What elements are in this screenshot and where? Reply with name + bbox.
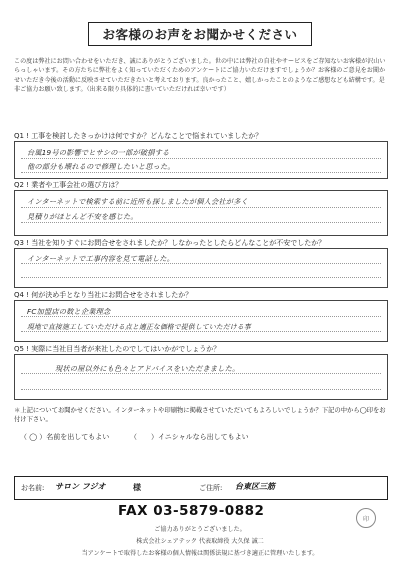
fax-number: FAX 03-5879-0882: [118, 503, 265, 519]
answer-1-line-1: 台風19号の影響でヒサシの一部が破損する: [27, 148, 170, 157]
answer-box-1: [14, 141, 388, 179]
answer-box-3: [14, 248, 388, 288]
option-initial-ok: （ ）イニシャルなら出してもよい: [130, 433, 249, 441]
answer-5-line-1: 現状の屋以外にも色々とアドバイスをいただきました。: [55, 364, 240, 373]
answer-line: [21, 172, 381, 173]
answer-2-line-2: 見積りがほとんど不安を感じた。: [27, 212, 138, 221]
sama-label: 様: [133, 483, 141, 492]
footer-company: 株式会社シェアテック 代表取締役 大久保 誠二: [136, 538, 264, 545]
answer-box-4: [14, 300, 388, 342]
publish-notice: ＊上記についてお聞かせください。インターネットや印刷物に掲載させていただいてもよろしいでしょうか？下記の中から◯印をお付け下さい。: [14, 407, 386, 423]
answer-4-line-1: FC加盟店の数と企業理念: [27, 307, 111, 316]
answer-line: [21, 222, 381, 223]
question-1-label: Q1 ! 工事を検討したきっかけは何ですか？どんなことで悩まれていましたか？: [14, 132, 263, 140]
answer-line: [21, 331, 381, 332]
answer-2-line-1: インターネットで検索する前に近所も探しましたが個人会社が多く: [27, 197, 248, 206]
name-address-box: [14, 476, 388, 500]
footer-privacy: 当アンケートで取得したお客様の個人情報は関係法規に基づき適正に管理いたします。: [81, 550, 319, 557]
answer-line: [21, 277, 381, 278]
question-3-label: Q3 ! 当社を知りすぐにお問合せをされましたか？しなかったとしたらどんなことが不安でしたか？: [14, 239, 326, 247]
option-name-ok: （ ◯ ）名前を出してもよい: [20, 433, 110, 441]
answer-3-line-1: インターネットで工事内容を見て電話した。: [27, 254, 175, 263]
address-label: ご住所:: [199, 484, 223, 492]
answer-line: [21, 389, 381, 390]
seal-stamp: 印: [356, 508, 376, 528]
answer-line: [21, 207, 381, 208]
name-value: サロン フジオ: [55, 482, 106, 491]
answer-1-line-2: 他の部分も壊れるので修理したいと思った。: [27, 162, 175, 171]
question-5-label: Q5 ! 実際に当社目当者が来社したのでしてはいかがでしょうか？: [14, 345, 221, 353]
question-4-label: Q4 ! 何が決め手となり当社にお問合せをされましたか？: [14, 291, 193, 299]
question-2-label: Q2 ! 業者や工事会社の選び方は？: [14, 181, 123, 189]
answer-line: [21, 158, 381, 159]
address-value: 台東区三筋: [235, 482, 275, 491]
answer-box-5: [14, 354, 388, 400]
page-title: お客様のお声をお聞かせください: [88, 22, 312, 46]
intro-text: この度は弊社にお問い合わせをいただき、誠にありがとうございました。世の中には弊社の自社やサービスをご存知ないお客様が沢山いらっしゃいます。その方たちに弊社をよく知っていただくためのアンケートにご協力いただけますでしょうか？お客様のご意見をお聞かせいただき今後の活動に反映させていただきたいと考えております。良かったこと、嬉しかったことのようなご感想なども結構です。是非ご協力お願い致します。（出来る限り具体的に書いていただければ幸いです）: [14, 58, 386, 93]
name-label: お名前:: [21, 484, 45, 492]
footer-thanks: ご協力ありがとうございました。: [154, 526, 246, 533]
answer-box-2: [14, 190, 388, 236]
answer-4-line-2: 現地で直接施工していただける点と適正な価格で提供していただける事: [27, 323, 251, 331]
